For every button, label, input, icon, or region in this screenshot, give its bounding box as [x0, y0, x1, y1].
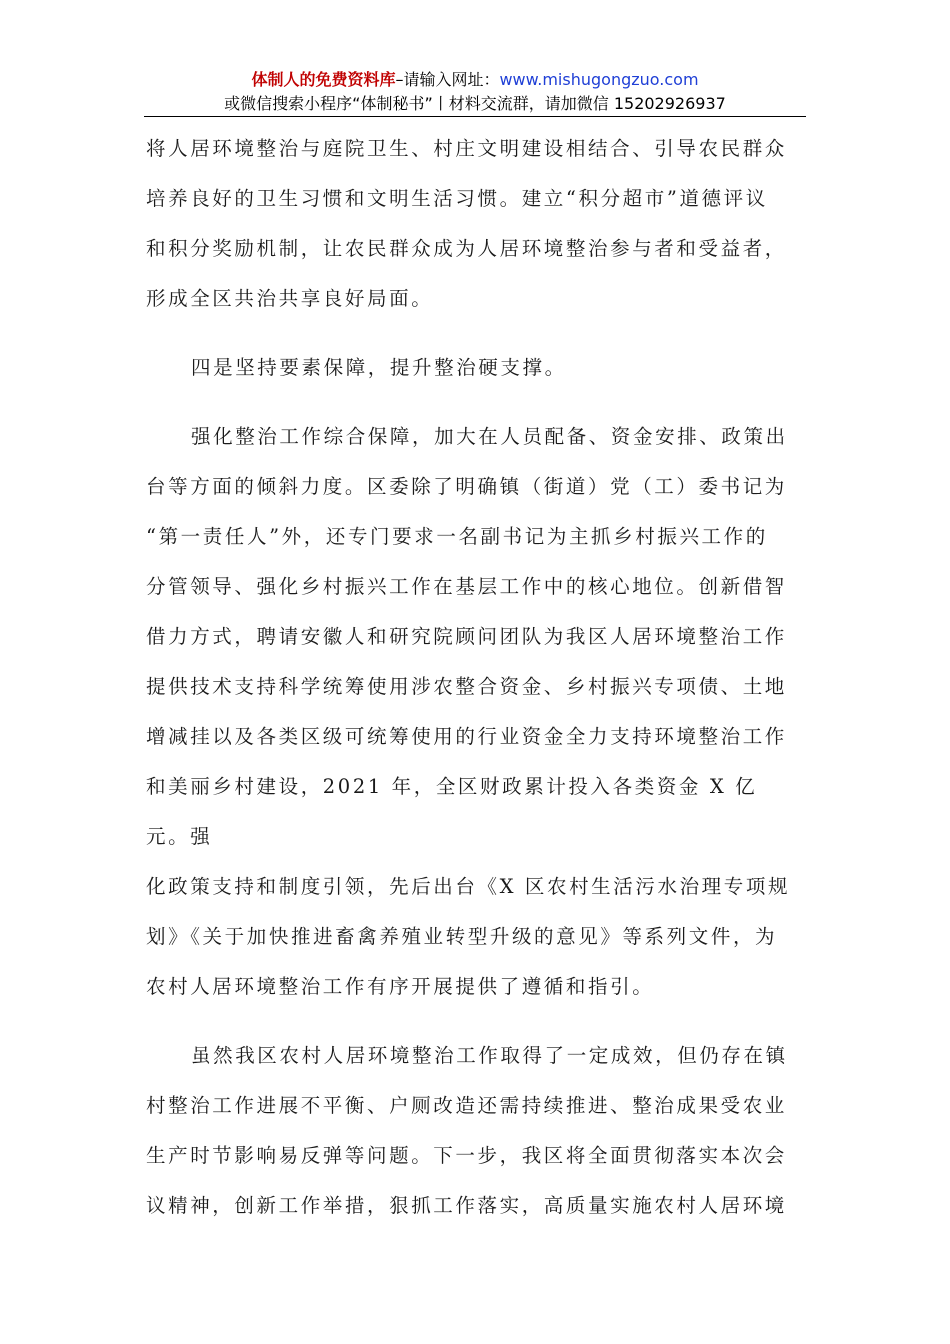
text-line: 划》《关于加快推进畜禽养殖业转型升级的意见》等系列文件，为 — [146, 925, 778, 948]
header-line-1 — [0, 68, 950, 92]
paragraph-3 — [146, 412, 796, 1012]
text-line: 形成全区共治共享良好局面。 — [146, 287, 434, 310]
text-line: 和美丽乡村建设，2021 年，全区财政累计投入各类资金 X 亿元。强 — [146, 775, 758, 848]
text-line: 化政策支持和制度引领，先后出台《X 区农村生活污水治理专项规 — [146, 875, 791, 898]
text-line: 借力方式，聘请安徽人和研究院顾问团队为我区人居环境整治工作 — [146, 625, 787, 648]
paragraph-1 — [146, 124, 796, 324]
text-line: 和积分奖励机制，让农民群众成为人居环境整治参与者和受益者， — [146, 237, 787, 260]
text-line: 增减挂以及各类区级可统筹使用的行业资金全力支持环境整治工作 — [146, 725, 787, 748]
header-brand: 体制人的免费资料库 — [251, 70, 396, 89]
text-line: 提供技术支持科学统筹使用涉农整合资金、乡村振兴专项债、土地 — [146, 675, 787, 698]
page-header — [0, 68, 950, 115]
text-line: “第一责任人”外，还专门要求一名副书记为主抓乡村振兴工作的 — [146, 525, 768, 548]
text-line: 议精神，创新工作举措，狠抓工作落实，高质量实施农村人居环境 — [146, 1194, 787, 1217]
text-line: 分管领导、强化乡村振兴工作在基层工作中的核心地位。创新借智 — [146, 575, 787, 598]
header-url-link[interactable]: www.mishugongzuo.com — [499, 70, 699, 89]
text-line: 虽然我区农村人居环境整治工作取得了一定成效，但仍存在镇 — [191, 1044, 788, 1067]
header-prompt: –请输入网址： — [395, 70, 500, 89]
section-heading: 四是坚持要素保障，提升整治硬支撑。 — [191, 356, 567, 379]
text-line: 将人居环境整治与庭院卫生、村庄文明建设相结合、引导农民群众 — [146, 137, 787, 160]
text-line: 培养良好的卫生习惯和文明生活习惯。建立“积分超市”道德评议 — [146, 187, 768, 210]
text-line: 台等方面的倾斜力度。区委除了明确镇（街道）党（工）委书记为 — [146, 475, 787, 498]
header-divider — [144, 116, 806, 117]
text-line: 生产时节影响易反弹等问题。下一步，我区将全面贯彻落实本次会 — [146, 1144, 787, 1167]
text-line: 村整治工作进展不平衡、户厕改造还需持续推进、整治成果受农业 — [146, 1094, 787, 1117]
text-line: 农村人居环境整治工作有序开展提供了遵循和指引。 — [146, 975, 655, 998]
text-line: 强化整治工作综合保障，加大在人员配备、资金安排、政策出 — [191, 425, 788, 448]
paragraph-4 — [146, 1031, 796, 1231]
header-line-2: 或微信搜索小程序“体制秘书”丨材料交流群，请加微信 15202926937 — [224, 94, 726, 113]
document-body — [146, 124, 796, 1231]
